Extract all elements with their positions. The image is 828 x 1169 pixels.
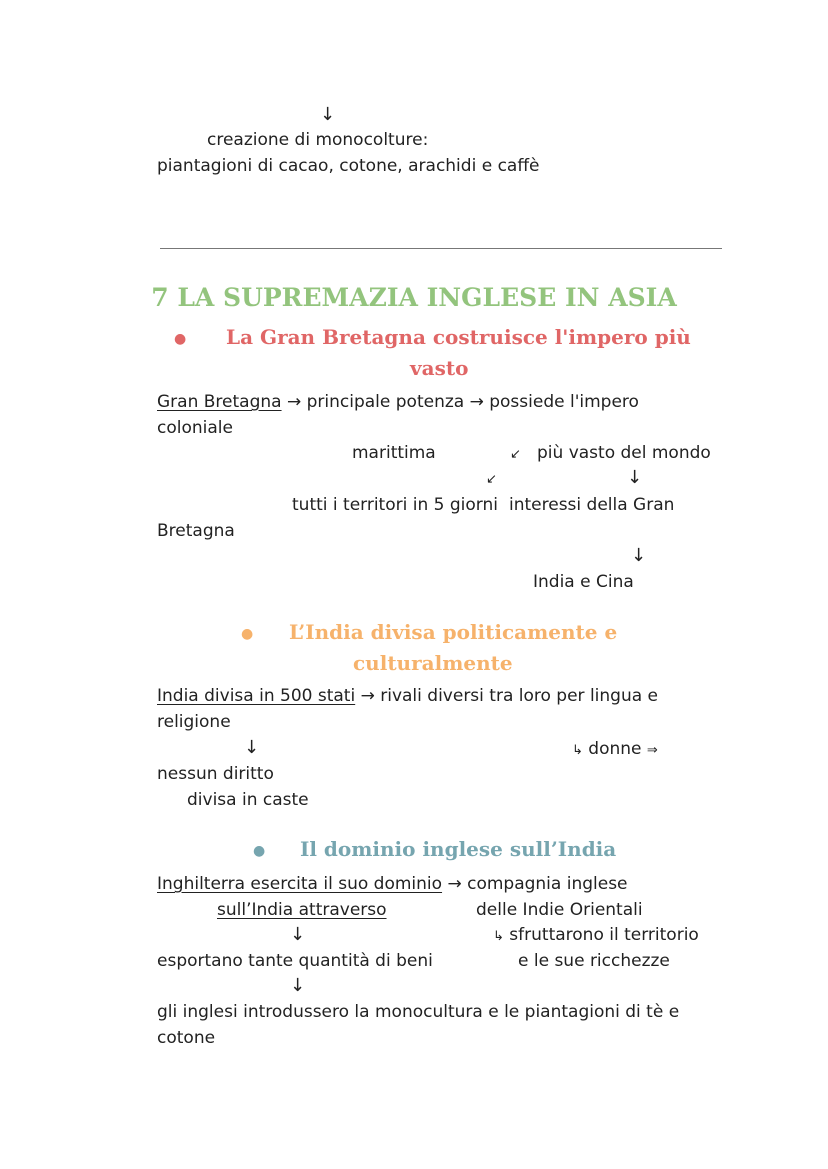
section2-bullet-icon: ● [241,626,254,642]
section1-title-line1: La Gran Bretagna costruisce l'impero più [226,325,691,349]
section3-bullet-icon: ● [253,843,266,859]
plantations-line: piantagioni di cacao, cotone, arachidi e caffè [157,156,540,176]
interessi-text: interessi della Gran [509,495,675,515]
nessun-diritto-text: nessun diritto [157,764,274,784]
india-underlined: India divisa in 500 stati [157,686,356,706]
sfruttarono-line [493,924,699,948]
section1-title-line2: vasto [410,356,469,380]
inghilterra-line [157,873,628,895]
down-arrow-icon: ↓ [631,545,647,566]
down-arrow-icon: ↓ [290,924,306,945]
down-arrow-icon: ↓ [290,975,306,996]
religione-text: religione [157,712,231,732]
cotone-text: cotone [157,1028,216,1048]
sfruttarono-text: sfruttarono il territorio [503,925,699,945]
section2-title-line2: culturalmente [353,651,513,675]
caste-text: divisa in caste [187,790,309,810]
gb-line [157,391,639,413]
inghilterra-rest: → compagnia inglese [442,874,628,894]
bretagna-text: Bretagna [157,521,235,541]
section2-title-line1: L’India divisa politicamente e [289,620,618,644]
introdussero-text: gli inglesi introdussero la monocultura e le piantagioni di tè e [157,1002,680,1022]
indie-orientali-text: delle Indie Orientali [476,900,643,920]
horizontal-divider [160,248,722,249]
inghilterra-underlined: Inghilterra esercita il suo dominio [157,874,443,894]
hook-arrow-icon: ↳ [572,743,583,758]
down-arrow-icon: ↓ [627,467,643,488]
tutti-territori-text: tutti i territori in 5 giorni [292,495,498,515]
india-cina-text: India e Cina [533,572,634,592]
down-arrow-icon: ↓ [244,737,260,758]
india-rest: → rivali diversi tra loro per lingua e [355,686,659,706]
marittima-text: marittima [352,443,436,463]
gb-underlined: Gran Bretagna [157,392,282,412]
down-arrow-icon: ↓ [320,104,336,125]
section3-title: Il dominio inglese sull’India [300,837,617,861]
esportano-text: esportano tante quantità di beni [157,951,433,971]
coloniale-text: coloniale [157,418,233,438]
implies-arrow-icon: ⇒ [646,743,658,758]
ricchezze-text: e le sue ricchezze [518,951,670,971]
monoculture-line: creazione di monocolture: [207,130,429,150]
section1-bullet-icon: ● [174,331,187,347]
india-line [157,685,658,707]
arrow-southwest-icon: ↙ [486,472,497,487]
sull-india-text: sull’India attraverso [217,900,387,920]
arrow-southwest-icon: ↙ [510,447,521,462]
chapter-title: 7 LA SUPREMAZIA INGLESE IN ASIA [151,283,677,312]
gb-rest: → principale potenza → possiede l'impero [281,392,639,412]
hook-arrow-icon: ↳ [493,929,504,944]
donne-text: donne [582,739,647,759]
piu-vasto-text: più vasto del mondo [537,443,711,463]
donne-line [572,738,658,762]
